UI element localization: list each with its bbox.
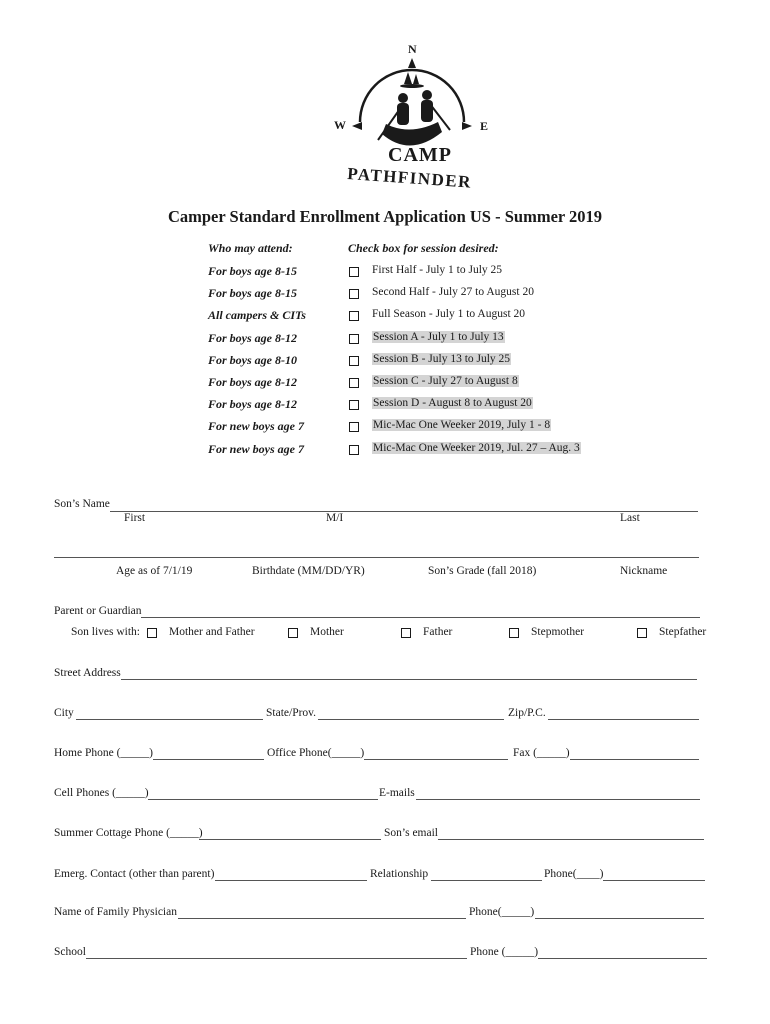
- school-phone-label: Phone (_____): [470, 946, 539, 958]
- first-name-caption: First: [124, 512, 146, 524]
- compass-east-label: E: [480, 119, 489, 133]
- session-checkbox[interactable]: [349, 445, 359, 455]
- session-checkbox[interactable]: [349, 422, 359, 432]
- lives-with-option-label: Mother: [310, 626, 344, 638]
- cottage-phone-field[interactable]: [199, 839, 381, 840]
- lives-with-checkbox[interactable]: [637, 628, 647, 638]
- cell-phones-label: Cell Phones (_____): [54, 787, 149, 799]
- page-title: Camper Standard Enrollment Application US - Summer 2019: [167, 207, 603, 226]
- session-option-label: [372, 375, 519, 387]
- session-dates-text: Mic-Mac One Weeker 2019, July 1 - 8: [373, 419, 551, 431]
- session-dates-text: Session D - August 8 to August 20: [373, 397, 532, 409]
- session-dates-text: Mic-Mac One Weeker 2019, Jul. 27 – Aug. 3: [373, 442, 580, 454]
- who-may-attend-header: Who may attend:: [208, 241, 293, 255]
- session-option-label: [372, 353, 511, 365]
- logo-camp-text: CAMP: [388, 144, 452, 166]
- session-eligibility: For boys age 8-12: [208, 375, 297, 389]
- session-eligibility: For boys age 8-12: [208, 397, 297, 411]
- session-eligibility: For boys age 8-15: [208, 286, 297, 300]
- home-phone-field[interactable]: [153, 759, 264, 760]
- parent-guardian-field[interactable]: [141, 617, 700, 618]
- emails-field[interactable]: [416, 799, 700, 800]
- emergency-phone-label: Phone(____): [544, 868, 604, 880]
- session-checkbox[interactable]: [349, 356, 359, 366]
- age-caption: Age as of 7/1/19: [116, 565, 193, 577]
- session-checkbox[interactable]: [349, 334, 359, 344]
- session-checkbox[interactable]: [349, 289, 359, 299]
- emergency-contact-field[interactable]: [215, 880, 367, 881]
- physician-field[interactable]: [178, 918, 466, 919]
- session-dates-text: Session B - July 13 to July 25: [373, 353, 511, 365]
- city-label: City: [54, 707, 74, 719]
- fax-label: Fax (_____): [513, 747, 570, 759]
- relationship-label: Relationship: [370, 868, 429, 880]
- session-dates-text: Second Half - July 27 to August 20: [372, 286, 534, 298]
- session-option-label: [372, 331, 505, 343]
- emergency-phone-field[interactable]: [603, 880, 705, 881]
- office-phone-label: Office Phone(_____): [267, 747, 365, 759]
- emergency-contact-label: Emerg. Contact (other than parent): [54, 868, 215, 880]
- sons-name-label: Son’s Name: [54, 498, 110, 510]
- session-dates-text: Session A - July 1 to July 13: [373, 331, 504, 343]
- grade-caption: Son’s Grade (fall 2018): [428, 565, 537, 577]
- session-dates-text: Full Season - July 1 to August 20: [372, 308, 526, 320]
- sons-name-field[interactable]: [110, 511, 698, 512]
- session-eligibility: For boys age 8-12: [208, 331, 297, 345]
- physician-phone-label: Phone(_____): [469, 906, 535, 918]
- physician-label: Name of Family Physician: [54, 906, 177, 918]
- session-dates-text: Session C - July 27 to August 8: [373, 375, 518, 387]
- session-option-label: [372, 442, 581, 454]
- compass-west-label: W: [334, 118, 346, 132]
- last-name-caption: Last: [620, 512, 640, 524]
- compass-north-label: N: [408, 42, 417, 56]
- sons-email-field[interactable]: [438, 839, 704, 840]
- camp-pathfinder-logo: [330, 40, 490, 190]
- school-label: School: [54, 946, 86, 958]
- zip-label: Zip/P.C.: [508, 707, 546, 719]
- session-eligibility: All campers & CITs: [208, 308, 306, 322]
- office-phone-field[interactable]: [364, 759, 508, 760]
- fax-field[interactable]: [570, 759, 699, 760]
- lives-with-checkbox[interactable]: [401, 628, 411, 638]
- lives-with-checkbox[interactable]: [509, 628, 519, 638]
- session-eligibility: For boys age 8-10: [208, 353, 297, 367]
- school-field[interactable]: [86, 958, 467, 959]
- session-option-label: [372, 264, 502, 276]
- cell-phones-field[interactable]: [148, 799, 378, 800]
- lives-with-option-label: Father: [423, 626, 453, 638]
- session-eligibility: For new boys age 7: [208, 419, 304, 433]
- session-option-label: [372, 286, 534, 298]
- session-option-label: [372, 419, 551, 431]
- session-option-label: [372, 308, 525, 320]
- state-label: State/Prov.: [266, 707, 317, 719]
- relationship-field[interactable]: [431, 880, 542, 881]
- middle-initial-caption: M/I: [326, 512, 344, 524]
- street-address-label: Street Address: [54, 667, 121, 679]
- zip-field[interactable]: [548, 719, 699, 720]
- lives-with-option-label: Stepmother: [531, 626, 585, 638]
- lives-with-checkbox[interactable]: [288, 628, 298, 638]
- session-dates-text: First Half - July 1 to July 25: [372, 264, 503, 276]
- session-eligibility: For boys age 8-15: [208, 264, 297, 278]
- session-eligibility: For new boys age 7: [208, 442, 304, 456]
- age-birthdate-grade-field[interactable]: [54, 557, 699, 558]
- street-address-field[interactable]: [121, 679, 697, 680]
- session-checkbox[interactable]: [349, 311, 359, 321]
- logo-pathfinder-text: PATHFINDER: [346, 164, 473, 192]
- session-checkbox[interactable]: [349, 378, 359, 388]
- son-lives-with-label: Son lives with:: [71, 626, 141, 638]
- session-option-label: [372, 397, 533, 409]
- sons-email-label: Son’s email: [384, 827, 438, 839]
- parent-guardian-label: Parent or Guardian: [54, 605, 142, 617]
- lives-with-option-label: Stepfather: [659, 626, 707, 638]
- lives-with-checkbox[interactable]: [147, 628, 157, 638]
- session-checkbox[interactable]: [349, 400, 359, 410]
- city-field[interactable]: [76, 719, 263, 720]
- nickname-caption: Nickname: [620, 565, 668, 577]
- physician-phone-field[interactable]: [535, 918, 704, 919]
- state-field[interactable]: [318, 719, 504, 720]
- emails-label: E-mails: [379, 787, 415, 799]
- school-phone-field[interactable]: [538, 958, 707, 959]
- birthdate-caption: Birthdate (MM/DD/YR): [252, 565, 365, 577]
- check-box-header: Check box for session desired:: [348, 241, 499, 255]
- lives-with-option-label: Mother and Father: [169, 626, 255, 638]
- cottage-phone-label: Summer Cottage Phone (_____): [54, 827, 203, 839]
- home-phone-label: Home Phone (_____): [54, 747, 154, 759]
- session-checkbox[interactable]: [349, 267, 359, 277]
